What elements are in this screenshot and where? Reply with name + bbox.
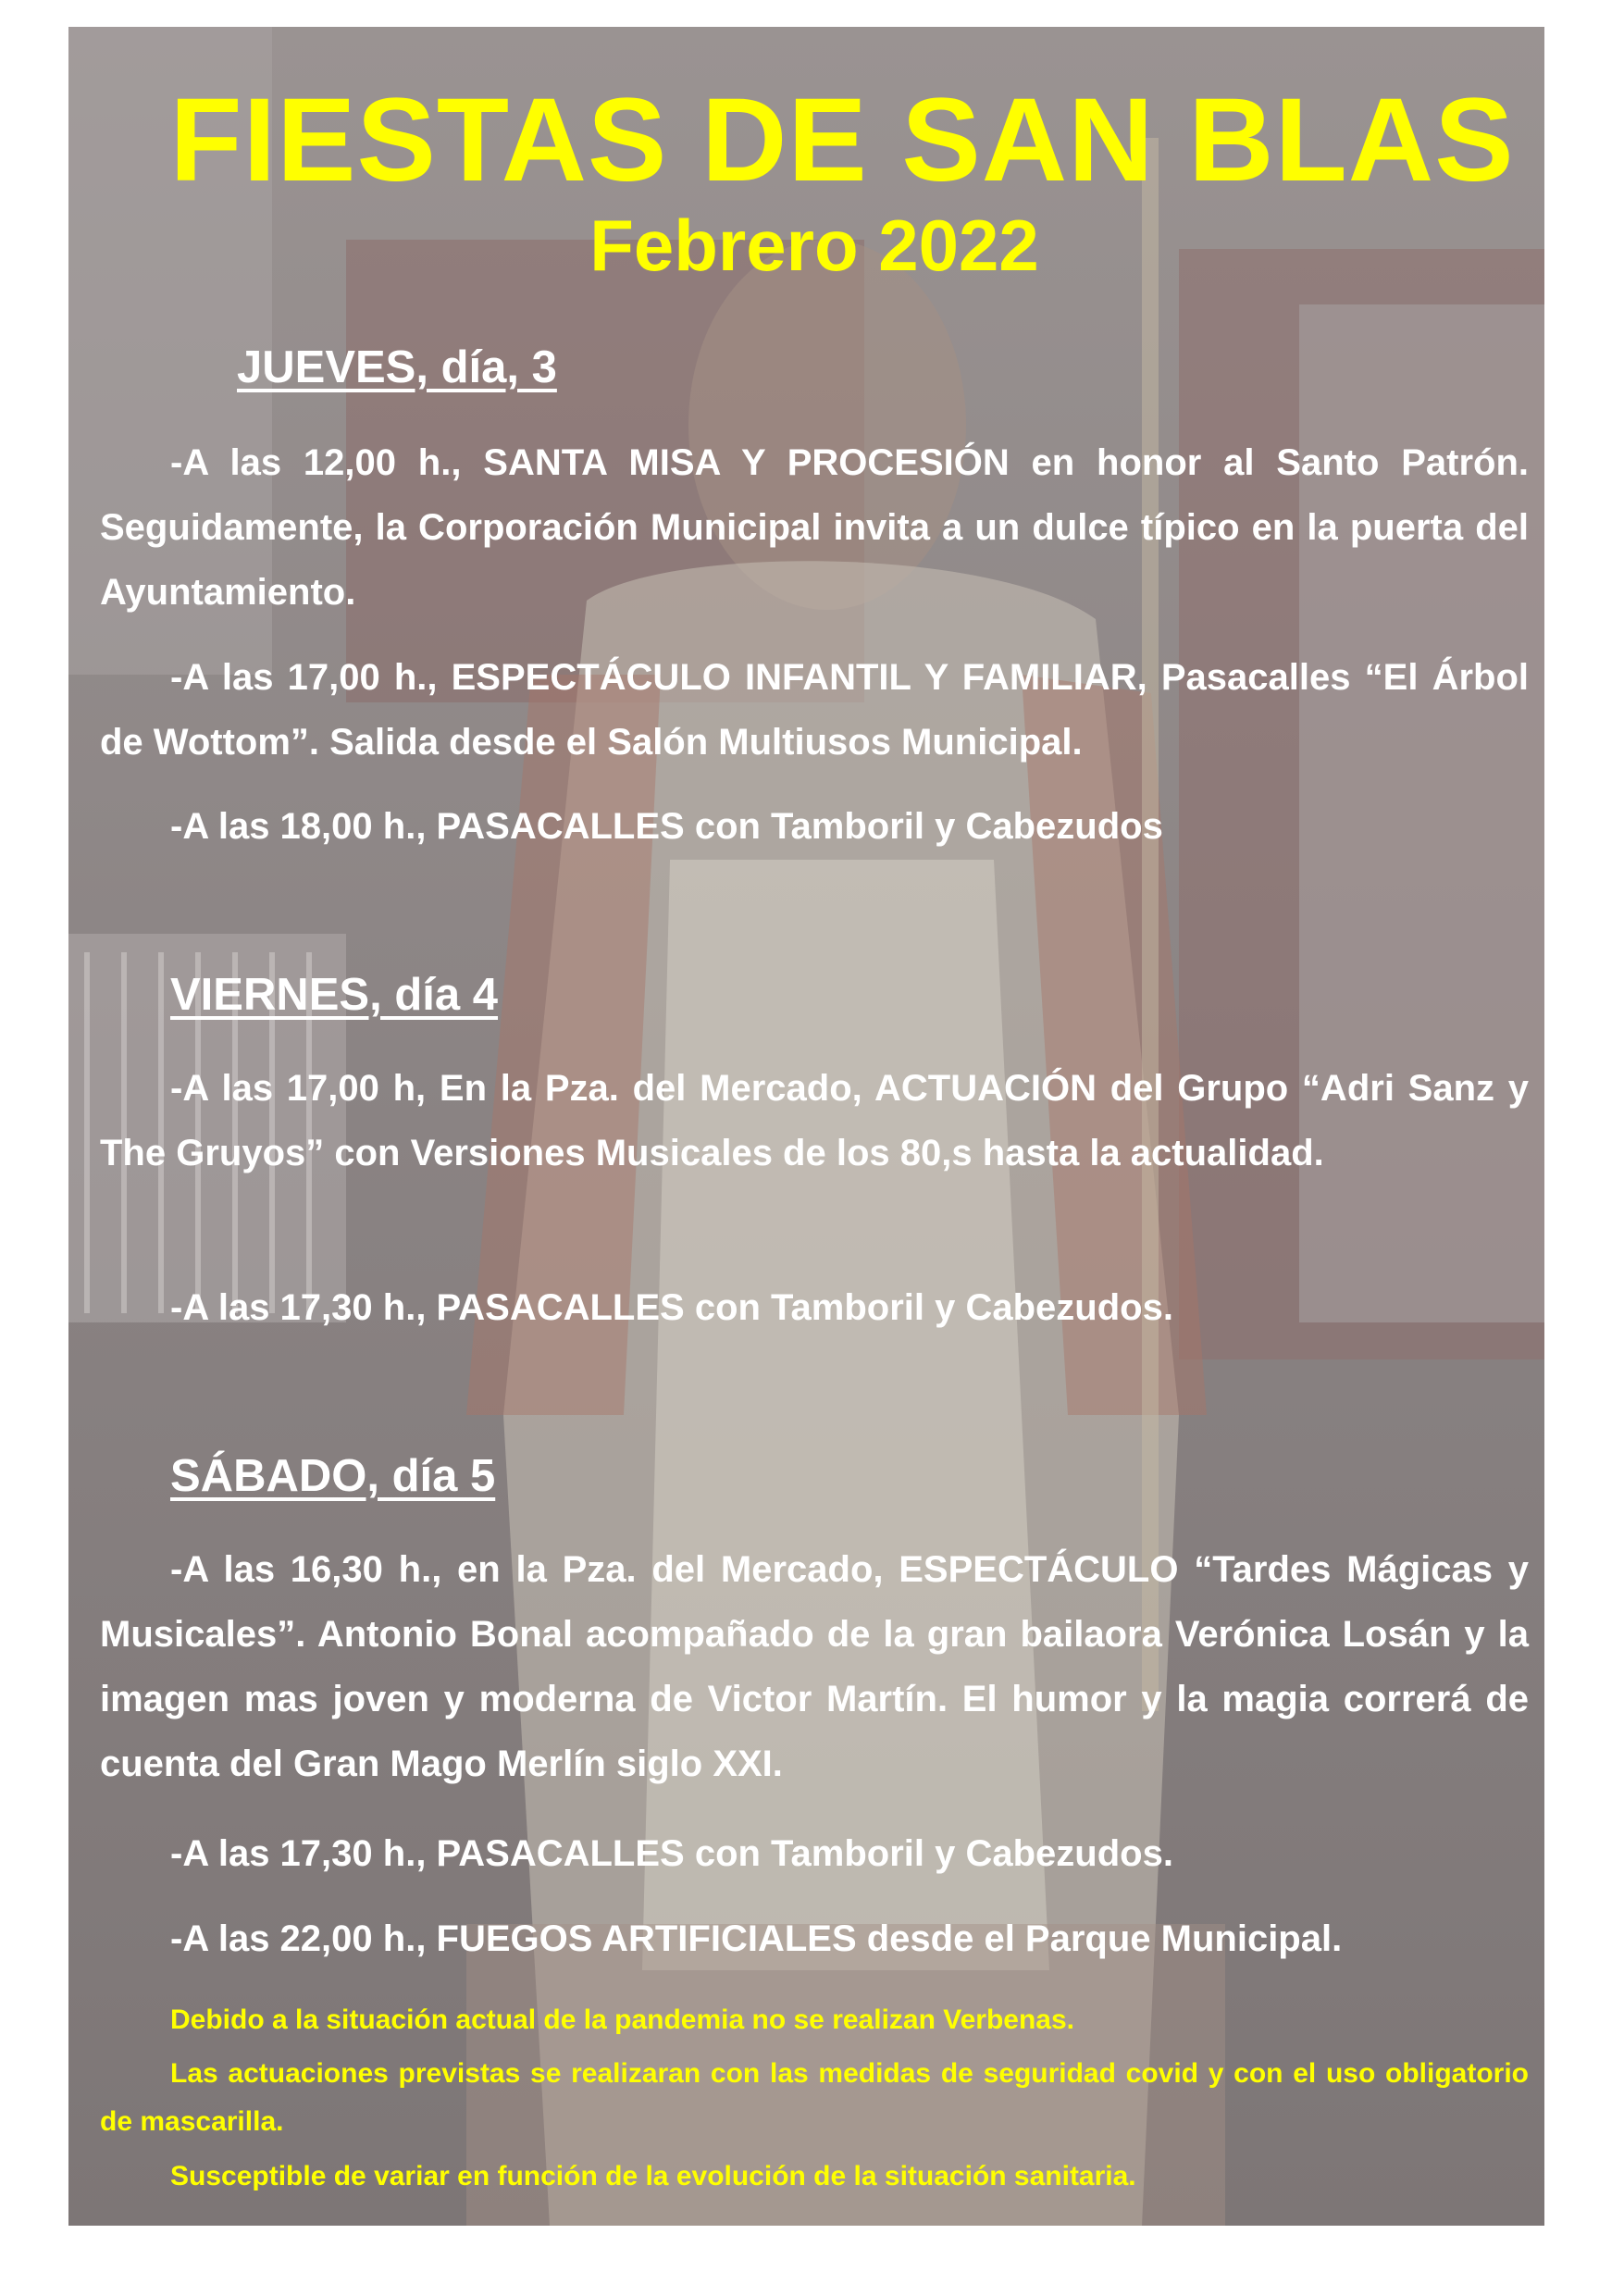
note-covid-measures: Las actuaciones previstas se realizaran con las medidas de seguridad covid y con el uso obligatorio de mascarilla. [100,2058,1529,2137]
event-sabado-1: -A las 16,30 h., en la Pza. del Mercado, ESPECTÁCULO “Tardes Mágicas y Musicales”. Antonio Bonal acompañado de la gran bailaora Verónica Losán y la imagen mas joven y moderna de Victor Martín. El humor y la magia correrá de cuenta del Gran Mago Merlín siglo XXI. [100,1549,1529,1784]
event-viernes-2: -A las 17,30 h., PASACALLES con Tamboril y Cabezudos. [170,1287,1173,1328]
day-heading-sabado: SÁBADO, día 5 [170,1451,496,1501]
note-subject-to-change: Susceptible de variar en función de la evolución de la situación sanitaria. [170,2161,1136,2191]
poster-subtitle: Febrero 2022 [589,205,1039,286]
event-jueves-1: -A las 12,00 h., SANTA MISA Y PROCESIÓN en honor al Santo Patrón. Seguidamente, la Corporación Municipal invita a un dulce típico en la puerta del Ayuntamiento. [100,442,1529,613]
event-viernes-1: -A las 17,00 h, En la Pza. del Mercado, ACTUACIÓN del Grupo “Adri Sanz y The Gruyos” con Versiones Musicales de los 80,s hasta la actualidad. [100,1068,1529,1173]
event-sabado-3: -A las 22,00 h., FUEGOS ARTIFICIALES desde el Parque Municipal. [170,1918,1343,1959]
poster-title: FIESTAS DE SAN BLAS [169,74,1515,206]
day-heading-jueves: JUEVES, día, 3 [237,342,557,392]
poster [68,27,1544,2226]
event-sabado-2: -A las 17,30 h., PASACALLES con Tamboril y Cabezudos. [170,1833,1173,1874]
day-heading-viernes: VIERNES, día 4 [170,970,499,1020]
event-jueves-2: -A las 17,00 h., ESPECTÁCULO INFANTIL Y FAMILIAR, Pasacalles “El Árbol de Wottom”. Salida desde el Salón Multiusos Municipal. [100,657,1529,763]
note-no-verbenas: Debido a la situación actual de la pandemia no se realizan Verbenas. [170,2004,1075,2035]
event-jueves-3: -A las 18,00 h., PASACALLES con Tamboril y Cabezudos [170,806,1163,847]
